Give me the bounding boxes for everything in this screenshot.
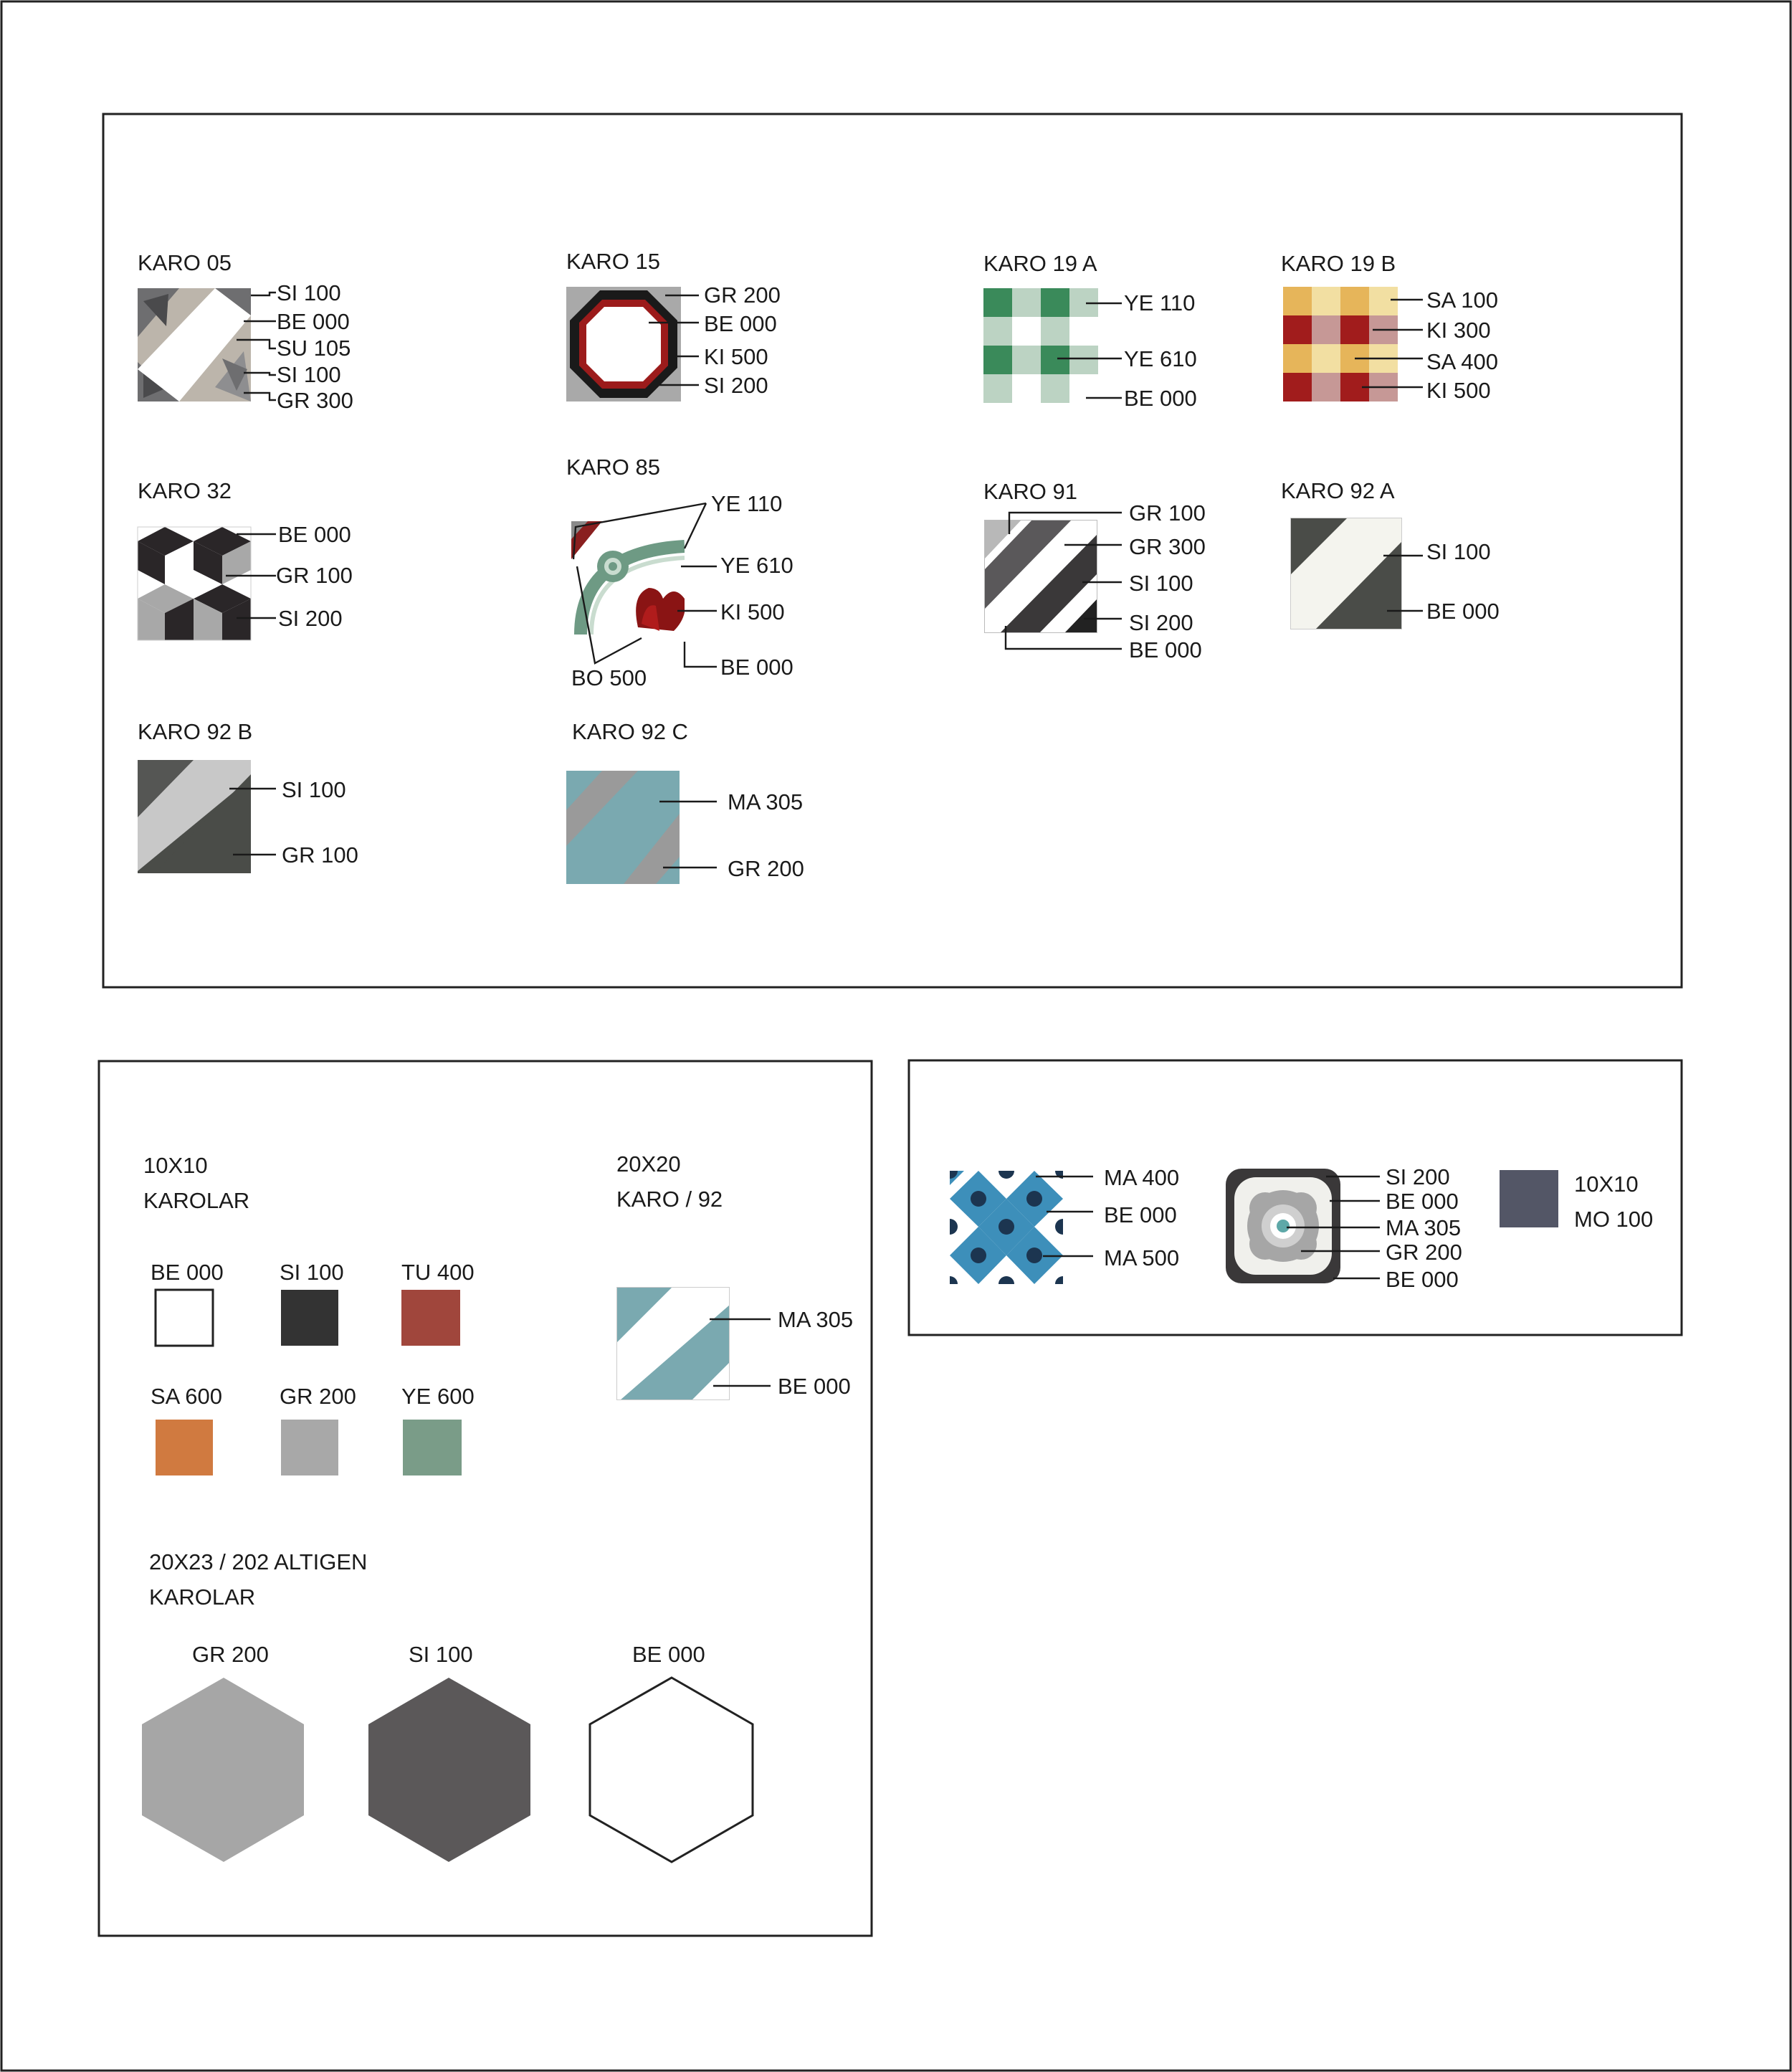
floral-tile-label: MA 305	[1386, 1215, 1462, 1240]
swatch-tu-400	[401, 1290, 460, 1346]
karo-19a-label: BE 000	[1124, 386, 1197, 411]
swatch-si-100	[281, 1290, 338, 1346]
karo-05-label: SI 100	[277, 362, 341, 387]
swatch-label: GR 200	[280, 1384, 356, 1409]
karo-05	[138, 250, 353, 413]
hexagon-be-000	[590, 1678, 753, 1862]
karo-32-title: KARO 32	[138, 478, 232, 503]
size-20x20-label: 20X20	[616, 1151, 681, 1177]
swatch-gr-200	[281, 1420, 338, 1475]
karo-15-label: KI 500	[704, 344, 768, 369]
karo-05-tile	[138, 288, 251, 401]
hex-label: BE 000	[632, 1642, 705, 1667]
karo-91-label: GR 300	[1129, 534, 1206, 559]
floral-tile-label: BE 000	[1386, 1189, 1459, 1214]
karo-92-label: KARO / 92	[616, 1187, 723, 1212]
hex-heading: 20X23 / 202 ALTIGEN	[149, 1549, 368, 1574]
karo-05-label: SI 100	[277, 280, 341, 305]
karo-19b-label: SA 100	[1426, 287, 1498, 313]
karo-92b-label: GR 100	[282, 842, 358, 868]
swatch-label: SA 600	[151, 1384, 222, 1409]
karo-19b-label: KI 300	[1426, 318, 1491, 343]
swatch-label: TU 400	[401, 1260, 475, 1285]
swatch-be-000	[156, 1290, 213, 1346]
hex-label: SI 100	[409, 1642, 473, 1667]
karo-85-label: BE 000	[720, 655, 793, 680]
karo-92-20x20-tile	[616, 1287, 730, 1400]
karo-85-label: KI 500	[720, 599, 785, 624]
floral-tile-label: SI 200	[1386, 1164, 1450, 1189]
karo-92a-title: KARO 92 A	[1281, 478, 1395, 503]
karo-05-title: KARO 05	[138, 250, 232, 275]
karo-19b	[1281, 251, 1498, 403]
karo-32-label: GR 100	[276, 563, 353, 588]
blue-tile-label: MA 500	[1104, 1245, 1180, 1270]
swatch-ye-600	[403, 1420, 462, 1475]
karo-19a-label: YE 110	[1124, 290, 1196, 315]
size-10x10-label: 10X10	[143, 1153, 208, 1178]
karo-05-label: GR 300	[277, 388, 353, 413]
karo-32	[138, 478, 353, 640]
karo-92a-label: SI 100	[1426, 539, 1491, 564]
karo-85-label: YE 610	[720, 553, 793, 578]
karo-05-label: BE 000	[277, 309, 350, 334]
karo-92a-tile	[1290, 518, 1402, 629]
karolar-label: KAROLAR	[143, 1188, 250, 1213]
karo-92b-label: SI 100	[282, 777, 346, 802]
blue-star-tile	[942, 1163, 1071, 1292]
karo-15	[566, 249, 781, 401]
karo-05-label: SU 105	[277, 336, 351, 361]
blue-tile-label: MA 400	[1104, 1165, 1180, 1190]
karo-15-label: GR 200	[704, 282, 781, 308]
hex-label: GR 200	[192, 1642, 269, 1667]
karo-92b	[138, 719, 358, 873]
karo-19a-tile	[983, 288, 1098, 403]
karo-32-label: BE 000	[278, 522, 351, 547]
karo-32-label: SI 200	[278, 606, 343, 631]
karo-92-tile-label: MA 305	[778, 1307, 854, 1332]
karo-92c-title: KARO 92 C	[572, 719, 688, 744]
karo-19a	[983, 251, 1197, 411]
floral-tile-label: GR 200	[1386, 1240, 1462, 1265]
karo-19b-title: KARO 19 B	[1281, 251, 1396, 276]
bottom-right-panel	[942, 1163, 1653, 1292]
karo-15-title: KARO 15	[566, 249, 660, 274]
karo-15-label: BE 000	[704, 311, 777, 336]
karolar-label-2: KAROLAR	[149, 1584, 256, 1610]
karo-91-label: BE 000	[1129, 637, 1202, 662]
karo-91	[983, 479, 1206, 662]
karo-91-label: SI 100	[1129, 571, 1193, 596]
karo-92-tile-label: BE 000	[778, 1374, 851, 1399]
karo-92b-title: KARO 92 B	[138, 719, 253, 744]
karo-92a-label: BE 000	[1426, 599, 1500, 624]
karo-19b-tile	[1283, 287, 1398, 401]
karo-85-title: KARO 85	[566, 455, 660, 480]
karo-19a-title: KARO 19 A	[983, 251, 1097, 276]
swatch-label: SI 100	[280, 1260, 344, 1285]
karo-91-tile	[984, 520, 1097, 633]
karo-92c-label: MA 305	[728, 789, 804, 814]
karo-92b-tile	[138, 760, 251, 873]
swatch-label: BE 000	[151, 1260, 224, 1285]
hexagon-si-100	[368, 1678, 530, 1862]
karo-15-label: SI 200	[704, 373, 768, 398]
karo-32-tile	[138, 527, 251, 640]
swatch-label: YE 600	[401, 1384, 475, 1409]
swatch-sa-600	[156, 1420, 213, 1475]
bottom-left-panel	[142, 1151, 853, 1862]
mo-label: MO 100	[1574, 1207, 1654, 1232]
karo-19b-label: SA 400	[1426, 349, 1498, 374]
floral-tile	[1226, 1169, 1340, 1283]
karo-92c-tile	[566, 771, 680, 884]
blue-tile-label: BE 000	[1104, 1202, 1177, 1227]
karo-92a	[1281, 478, 1500, 629]
mo-size-label: 10X10	[1574, 1172, 1639, 1197]
karo-92c	[566, 719, 804, 884]
karo-85-tile	[571, 521, 685, 635]
karo-19b-label: KI 500	[1426, 378, 1491, 403]
karo-85-label: BO 500	[571, 665, 647, 690]
karo-92c-label: GR 200	[728, 856, 804, 881]
karo-85-label: YE 110	[711, 491, 783, 516]
floral-tile-label: BE 000	[1386, 1267, 1459, 1292]
karo-91-label: GR 100	[1129, 500, 1206, 526]
swatch-mo-100	[1500, 1170, 1558, 1227]
karo-91-label: SI 200	[1129, 610, 1193, 635]
karo-19a-label: YE 610	[1124, 346, 1197, 371]
karo-91-title: KARO 91	[983, 479, 1077, 504]
hexagon-gr-200	[142, 1678, 304, 1862]
karo-85	[566, 455, 793, 690]
